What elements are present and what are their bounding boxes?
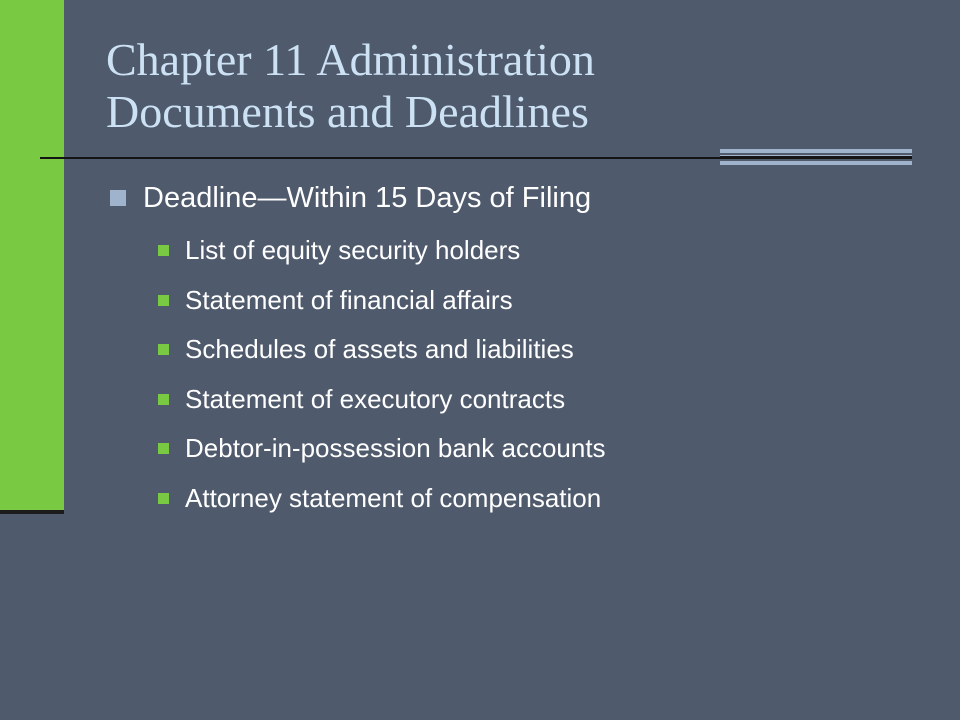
sub-bullet-item [110,474,930,524]
sub-bullet-item [110,226,930,276]
sub-bullet-item [110,424,930,474]
square-bullet-icon [158,443,169,454]
sub-bullet-item [110,325,930,375]
sub-bullet-text: Schedules of assets and liabilities [185,334,574,365]
slide-title-line-1: Chapter 11 Administration [106,34,595,85]
square-bullet-icon [158,344,169,355]
sub-bullet-text: Statement of executory contracts [185,383,566,414]
slide-title-line-2: Documents and Deadlines [106,86,589,137]
sub-bullet-text: Debtor-in-possession bank accounts [185,433,606,464]
square-bullet-icon [158,245,169,256]
sub-bullet-list [110,226,930,523]
slide-body [110,178,930,523]
left-accent-bar-edge [0,510,64,514]
sub-bullet-text: List of equity security holders [185,235,521,266]
square-bullet-icon [158,295,169,306]
title-divider-accent-rule [720,156,912,159]
sub-bullet-text: Attorney statement of compensation [185,482,602,513]
sub-bullet-text: Statement of financial affairs [185,284,513,315]
square-bullet-icon [110,190,126,206]
slide-title [106,34,926,138]
sub-bullet-item [110,375,930,425]
sub-bullet-item [110,276,930,326]
square-bullet-icon [158,394,169,405]
main-bullet [110,178,930,218]
square-bullet-icon [158,493,169,504]
main-bullet-text: Deadline—Within 15 Days of Filing [143,181,592,214]
left-accent-bar [0,0,64,513]
